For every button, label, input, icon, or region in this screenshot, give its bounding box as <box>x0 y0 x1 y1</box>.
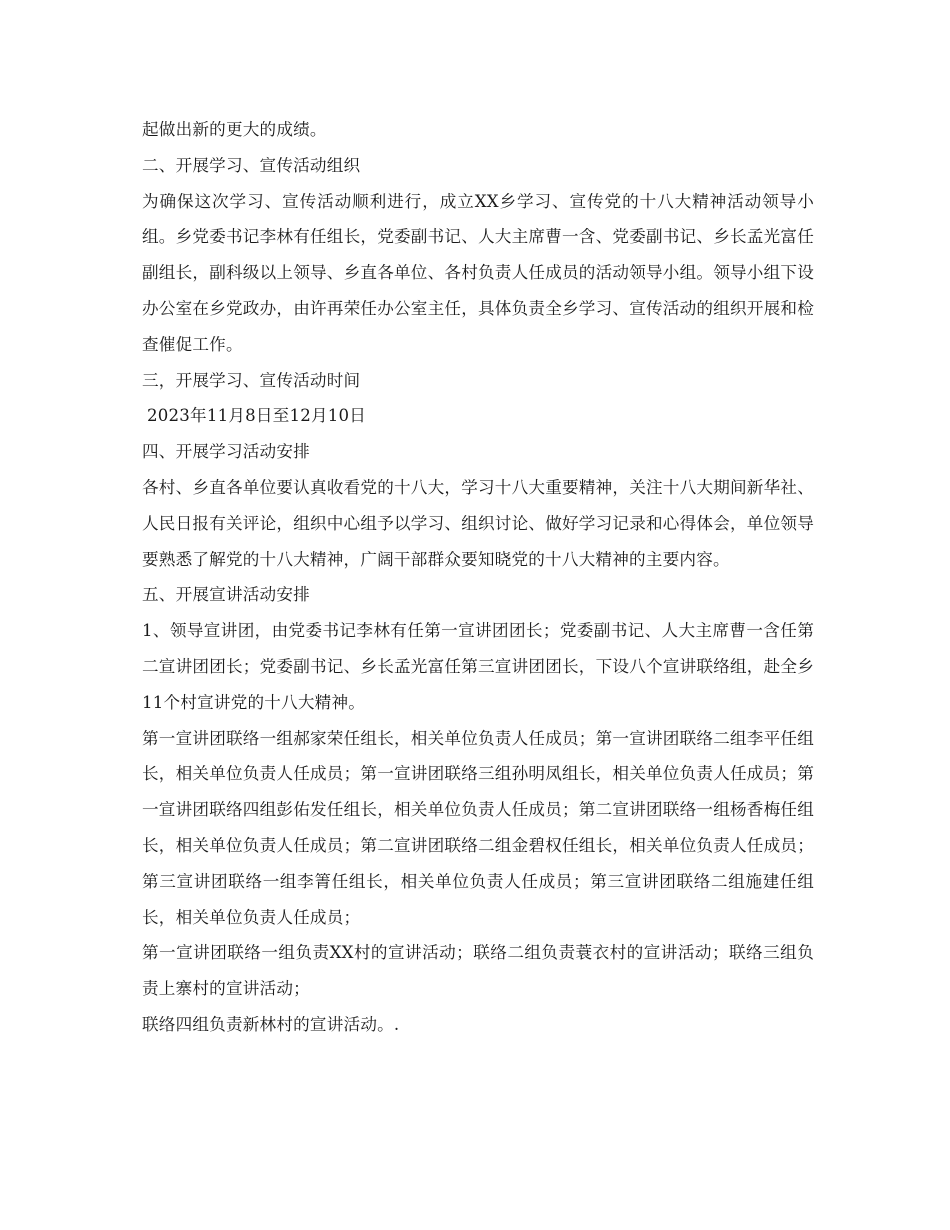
paragraph-liaison-final: 联络四组负责新林村的宣讲活动。. <box>142 1014 400 1034</box>
date-range: 2023年11月8日至12月10日 <box>147 406 367 426</box>
paragraph-lecture-group: 1、领导宣讲团，由党委书记李林有任第一宣讲团团长；党委副书记、人大主席曹一含任第二宣讲团团长；党委副书记、乡长孟光富任第三宣讲团团长，下设八个宣讲联络组，赴全乡11个村宣讲党的十八大精神。 <box>142 621 814 712</box>
paragraph-study: 各村、乡直各单位要认真收看党的十八大，学习十八大重要精神，关注十八大期间新华社、人民日报有关评论，组织中心组予以学习、组织讨论、做好学习记录和心得体会，单位领导要熟悉了解党的十八大精神，广阔干部群众要知晓党的十八大精神的主要内容。 <box>142 477 814 569</box>
section-heading-time: 三，开展学习、宣传活动时间 <box>142 370 361 390</box>
document-body <box>142 112 814 1043</box>
paragraph-continuation: 起做出新的更大的成绩。 <box>142 120 327 139</box>
paragraph-organization: 为确保这次学习、宣传活动顺利进行，成立XX乡学习、宣传党的十八大精神活动领导小组。乡党委书记李林有任组长，党委副书记、人大主席曹一含、党委副书记、乡长孟光富任副组长，副科级以上领导、乡直各单位、各村负责人任成员的活动领导小组。领导小组下设办公室在乡党政办，由许再荣任办公室主任，具体负责全乡学习、宣传活动的组织开展和检查催促工作。 <box>142 191 814 354</box>
section-heading-study: 四、开展学习活动安排 <box>142 442 310 462</box>
section-heading-lecture: 五、开展宣讲活动安排 <box>142 585 310 605</box>
paragraph-liaison-villages: 第一宣讲团联络一组负责XX村的宣讲活动；联络二组负责蓑衣村的宣讲活动；联络三组负责上寨村的宣讲活动； <box>142 943 814 999</box>
section-heading-organization: 二、开展学习、宣传活动组织 <box>142 155 361 175</box>
paragraph-liaison-leaders: 第一宣讲团联络一组郝家荣任组长，相关单位负责人任成员；第一宣讲团联络二组李平任组长，相关单位负责人任成员；第一宣讲团联络三组孙明凤组长，相关单位负责人任成员；第一宣讲团联络四组彭佑发任组长，相关单位负责人任成员；第二宣讲团联络一组杨香梅任组长，相关单位负责人任成员；第二宣讲团联络二组金碧权任组长，相关单位负责人任成员；第三宣讲团联络一组李箐任组长，相关单位负责人任成员；第三宣讲团联络二组施建任组长，相关单位负责人任成员； <box>142 728 814 927</box>
